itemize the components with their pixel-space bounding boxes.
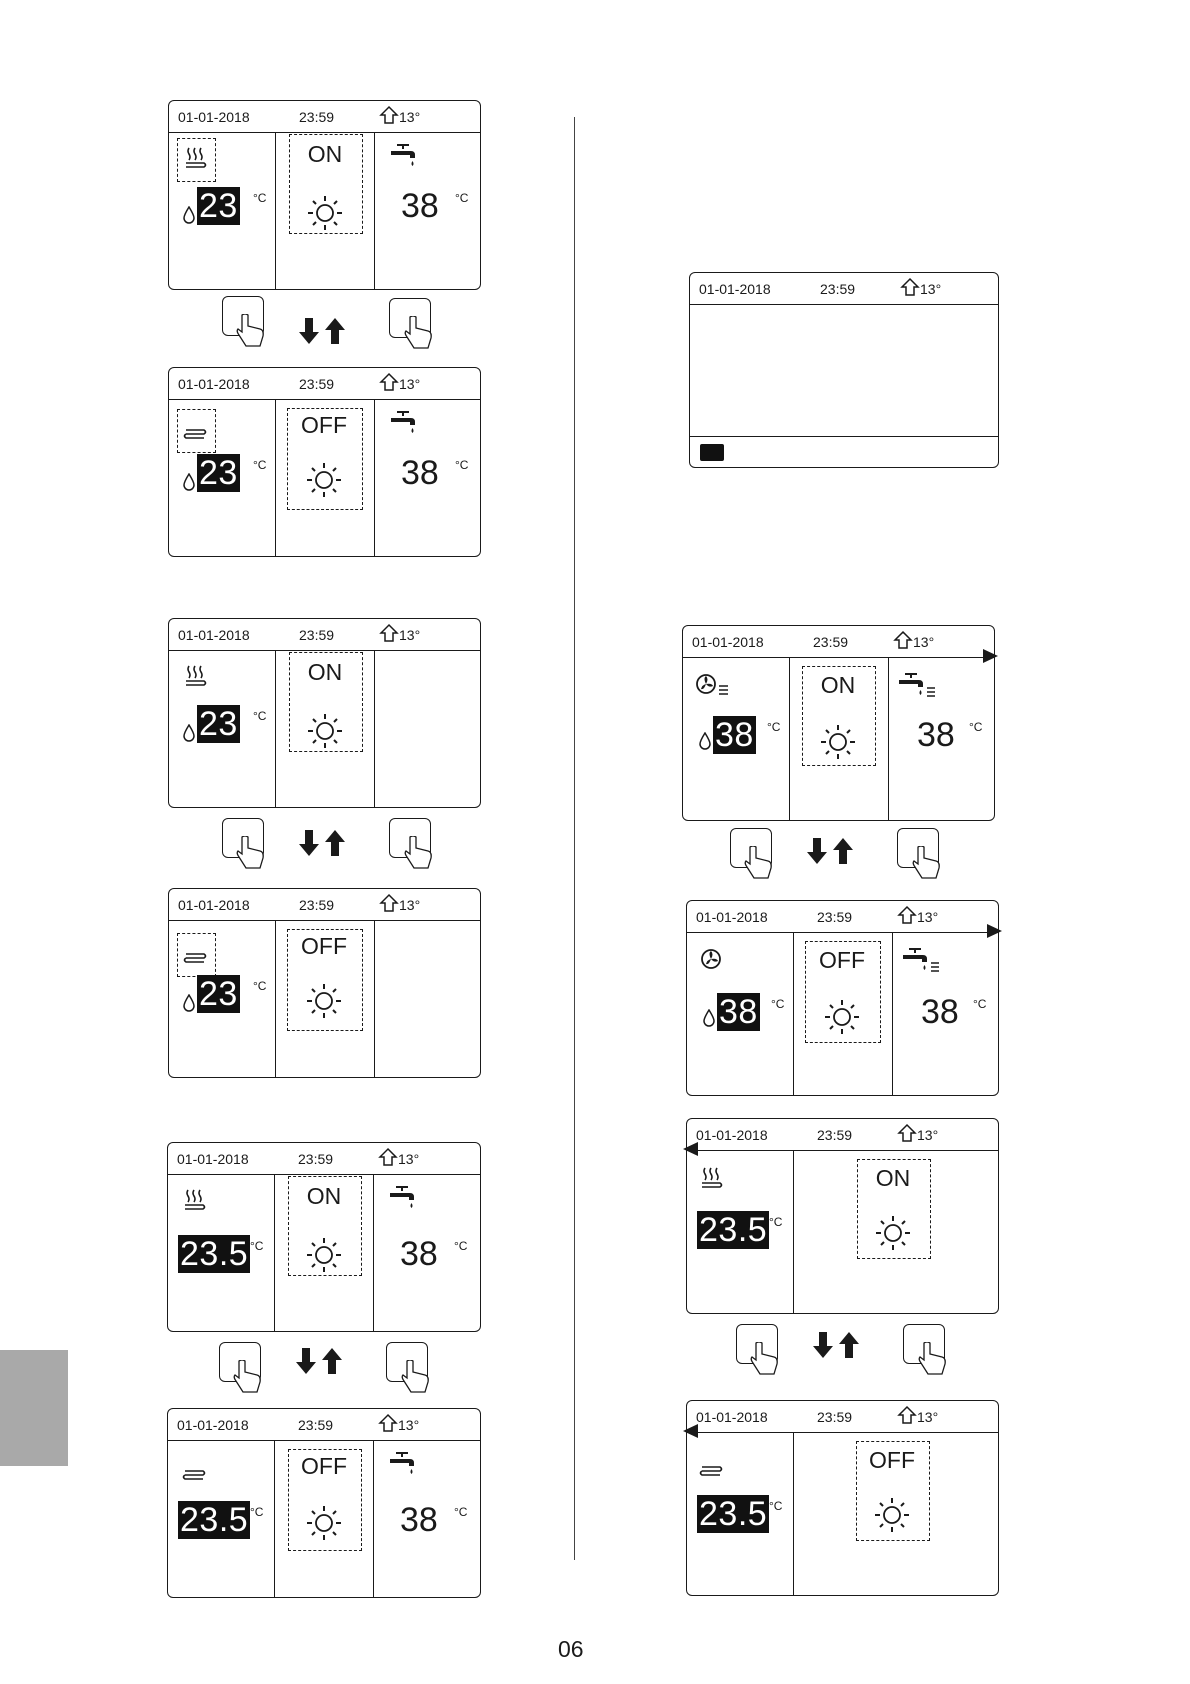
unit: °C <box>769 1215 783 1229</box>
floor-heating-icon <box>699 1165 725 1191</box>
pointing-hand-icon <box>236 836 266 870</box>
floor-heating-icon <box>183 145 209 171</box>
room-temp: 23.5 <box>699 1211 768 1249</box>
status-bar <box>169 368 480 400</box>
water-drop-icon <box>699 732 711 750</box>
status-off: OFF <box>301 412 347 438</box>
water-drop-icon <box>183 206 195 224</box>
time: 23:59 <box>299 376 335 392</box>
status-bar <box>169 101 480 133</box>
sun-icon <box>305 193 345 233</box>
sun-icon <box>818 722 858 762</box>
tank-temp: 38 <box>400 1235 438 1273</box>
tank-temp: 38 <box>921 993 959 1031</box>
tank-temp: 38 <box>401 187 439 225</box>
sun-icon <box>873 1213 913 1253</box>
unit: °C <box>253 709 267 723</box>
pointing-hand-icon <box>404 836 434 870</box>
date: 01-01-2018 <box>692 634 764 650</box>
status-bar <box>690 273 998 305</box>
outdoor-temp: 13° <box>379 623 420 643</box>
unit: °C <box>250 1239 264 1253</box>
time: 23:59 <box>299 897 335 913</box>
outdoor-temp: 13° <box>379 893 420 913</box>
time: 23:59 <box>813 634 849 650</box>
fan-icon <box>699 947 725 973</box>
room-temp: 23.5 <box>180 1235 249 1273</box>
status-off: OFF <box>869 1447 915 1473</box>
screen-r1-blank <box>689 272 999 468</box>
floor-icon <box>183 944 209 970</box>
time: 23:59 <box>299 109 335 125</box>
tap-icon <box>389 141 419 171</box>
outdoor-temp: 13° <box>893 630 934 650</box>
status-bar <box>683 626 994 658</box>
temp-setpoint: 23 <box>199 975 238 1013</box>
temp-setpoint: 23 <box>199 187 238 225</box>
arrow-up-icon <box>324 316 346 346</box>
unit: °C <box>973 997 987 1011</box>
sun-icon <box>304 1235 344 1275</box>
unit: °C <box>771 997 785 1011</box>
switch-arrows <box>298 828 346 858</box>
status-on: ON <box>306 1183 342 1209</box>
page-number: 06 <box>558 1636 584 1662</box>
page-right-arrow-icon <box>983 649 998 663</box>
status-bar <box>687 1401 998 1433</box>
outdoor-temp: 13° <box>379 372 420 392</box>
unit: °C <box>454 1239 468 1253</box>
status-off: OFF <box>819 947 865 973</box>
screen-l1 <box>168 100 481 290</box>
house-icon <box>378 1413 398 1433</box>
sun-icon <box>304 460 344 500</box>
screen-r5 <box>686 1400 999 1596</box>
time: 23:59 <box>817 1127 853 1143</box>
status-on: ON <box>875 1165 911 1191</box>
unit: °C <box>969 720 983 734</box>
date: 01-01-2018 <box>178 109 250 125</box>
date: 01-01-2018 <box>178 376 250 392</box>
unit: °C <box>455 458 469 472</box>
unit: °C <box>455 191 469 205</box>
floor-heating-icon <box>183 663 209 689</box>
status-bar <box>169 619 480 651</box>
outdoor-temp: 13° <box>897 1123 938 1143</box>
tap-icon <box>389 408 419 438</box>
switch-arrows <box>806 836 854 866</box>
page-left-arrow-icon <box>683 1424 698 1438</box>
arrow-down-icon <box>812 1330 834 1360</box>
status-on: ON <box>307 141 343 167</box>
unit: °C <box>767 720 781 734</box>
unit: °C <box>253 979 267 993</box>
status-off: OFF <box>301 933 347 959</box>
unit: °C <box>250 1505 264 1519</box>
floor-icon <box>182 1461 208 1487</box>
sun-icon <box>872 1495 912 1535</box>
house-icon <box>379 623 399 643</box>
tank-temp: 38 <box>917 716 955 754</box>
status-on: ON <box>820 672 856 698</box>
switch-arrows <box>812 1330 860 1360</box>
arrow-up-icon <box>838 1330 860 1360</box>
date: 01-01-2018 <box>699 281 771 297</box>
soft-key[interactable] <box>700 444 724 461</box>
screen-r2 <box>682 625 995 821</box>
page-left-arrow-icon <box>683 1142 698 1156</box>
pointing-hand-icon <box>918 1342 948 1376</box>
house-icon <box>379 105 399 125</box>
temp-setpoint: 23 <box>199 705 238 743</box>
column-separator <box>574 117 575 1560</box>
unit: °C <box>253 191 267 205</box>
outdoor-temp: 13° <box>378 1413 419 1433</box>
date: 01-01-2018 <box>178 627 250 643</box>
floor-heating-icon <box>182 1187 208 1213</box>
temp-setpoint: 38 <box>715 716 754 754</box>
page-side-tab <box>0 1350 68 1466</box>
water-drop-icon <box>183 724 195 742</box>
time: 23:59 <box>817 909 853 925</box>
house-icon <box>897 1123 917 1143</box>
outdoor-temp: 13° <box>897 1405 938 1425</box>
date: 01-01-2018 <box>696 909 768 925</box>
screen-l3 <box>168 618 481 808</box>
status-bar <box>168 1143 480 1175</box>
arrow-up-icon <box>321 1346 343 1376</box>
water-drop-icon <box>703 1009 715 1027</box>
floor-icon <box>699 1457 725 1483</box>
room-temp: 23.5 <box>699 1495 768 1533</box>
tap-heating-icon <box>901 945 941 975</box>
fan-coil-icon <box>695 672 731 698</box>
arrow-down-icon <box>806 836 828 866</box>
sun-icon <box>305 711 345 751</box>
house-icon <box>379 372 399 392</box>
date: 01-01-2018 <box>177 1417 249 1433</box>
pointing-hand-icon <box>236 314 266 348</box>
house-icon <box>893 630 913 650</box>
status-off: OFF <box>301 1453 347 1479</box>
unit: °C <box>454 1505 468 1519</box>
tap-heating-icon <box>897 670 937 700</box>
outdoor-temp: 13° <box>378 1147 419 1167</box>
pointing-hand-icon <box>401 1360 431 1394</box>
time: 23:59 <box>299 627 335 643</box>
pointing-hand-icon <box>744 846 774 880</box>
status-bar <box>169 889 480 921</box>
arrow-up-icon <box>832 836 854 866</box>
status-bar <box>168 1409 480 1441</box>
time: 23:59 <box>298 1417 334 1433</box>
arrow-down-icon <box>298 316 320 346</box>
screen-l2 <box>168 367 481 557</box>
temp-setpoint: 38 <box>719 993 758 1031</box>
unit: °C <box>769 1499 783 1513</box>
time: 23:59 <box>820 281 856 297</box>
tap-icon <box>388 1183 418 1213</box>
time: 23:59 <box>298 1151 334 1167</box>
screen-l5 <box>167 1142 481 1332</box>
pointing-hand-icon <box>912 846 942 880</box>
page-right-arrow-icon <box>987 924 1002 938</box>
date: 01-01-2018 <box>178 897 250 913</box>
outdoor-temp: 13° <box>379 105 420 125</box>
tank-temp: 38 <box>401 454 439 492</box>
tank-temp: 38 <box>400 1501 438 1539</box>
screen-r4 <box>686 1118 999 1314</box>
status-bar <box>687 1119 998 1151</box>
switch-arrows <box>295 1346 343 1376</box>
tap-icon <box>388 1449 418 1479</box>
water-drop-icon <box>183 473 195 491</box>
temp-setpoint: 23 <box>199 454 238 492</box>
unit: °C <box>253 458 267 472</box>
sun-icon <box>304 1503 344 1543</box>
floor-icon <box>183 420 209 446</box>
time: 23:59 <box>817 1409 853 1425</box>
screen-l6 <box>167 1408 481 1598</box>
outdoor-temp: 13° <box>900 277 941 297</box>
house-icon <box>378 1147 398 1167</box>
arrow-down-icon <box>298 828 320 858</box>
status-bar <box>687 901 998 933</box>
house-icon <box>900 277 920 297</box>
screen-r3 <box>686 900 999 1096</box>
pointing-hand-icon <box>750 1342 780 1376</box>
house-icon <box>379 893 399 913</box>
arrow-up-icon <box>324 828 346 858</box>
date: 01-01-2018 <box>696 1409 768 1425</box>
pointing-hand-icon <box>233 1360 263 1394</box>
room-temp: 23.5 <box>180 1501 249 1539</box>
water-drop-icon <box>183 994 195 1012</box>
outdoor-temp: 13° <box>897 905 938 925</box>
date: 01-01-2018 <box>696 1127 768 1143</box>
switch-arrows <box>298 316 346 346</box>
arrow-down-icon <box>295 1346 317 1376</box>
status-on: ON <box>307 659 343 685</box>
sun-icon <box>304 981 344 1021</box>
sun-icon <box>822 997 862 1037</box>
screen-l4 <box>168 888 481 1078</box>
pointing-hand-icon <box>404 316 434 350</box>
date: 01-01-2018 <box>177 1151 249 1167</box>
house-icon <box>897 905 917 925</box>
house-icon <box>897 1405 917 1425</box>
